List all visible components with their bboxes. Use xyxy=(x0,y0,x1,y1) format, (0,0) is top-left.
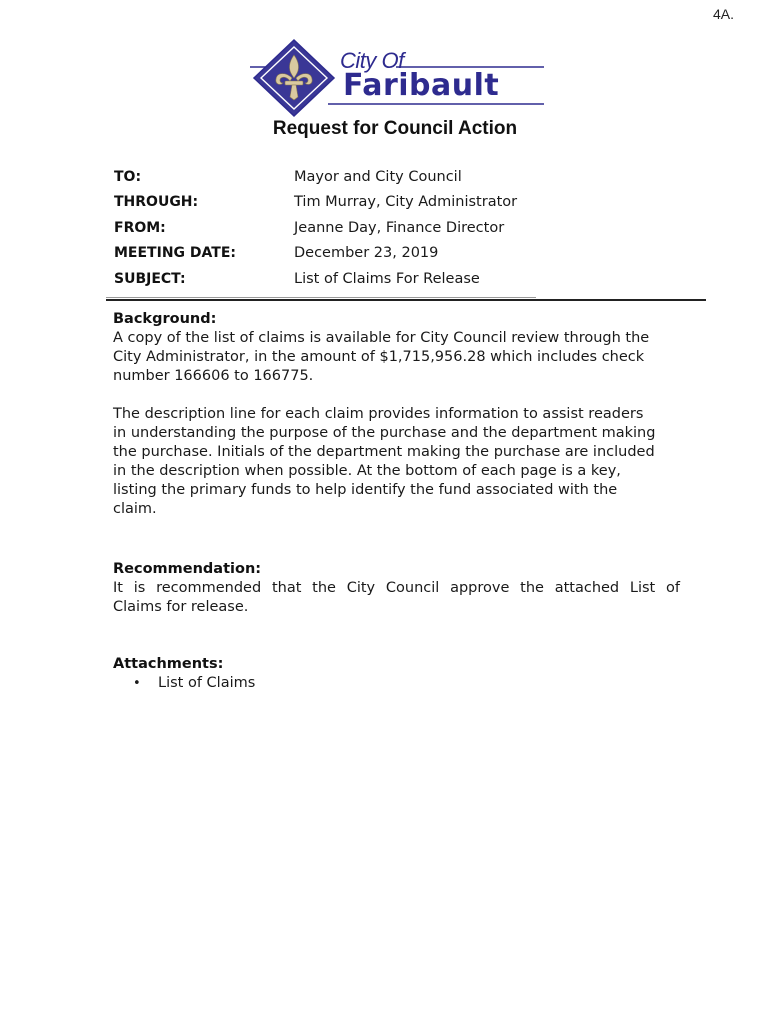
memo-row-meeting-date xyxy=(114,241,674,267)
text-line: in the description when possible. At the bottom of each page is a key, xyxy=(113,463,621,479)
city-name-text: Faribault xyxy=(343,68,500,103)
attachment-item-label: List of Claims xyxy=(158,675,256,691)
document-title: Request for Council Action xyxy=(272,118,518,139)
text-line: A copy of the list of claims is available for City Council review through the xyxy=(113,330,650,346)
memo-header xyxy=(114,164,674,292)
attachments-list xyxy=(113,674,683,693)
divider-shadow xyxy=(106,297,536,298)
page-number: 4A. xyxy=(712,6,734,22)
bullet-icon: • xyxy=(133,676,141,691)
text-line: Claims for release. xyxy=(113,599,249,615)
text-line: claim. xyxy=(113,501,157,517)
city-of-text: City Of xyxy=(340,48,404,73)
recommendation-paragraph xyxy=(113,579,683,617)
memo-value: Tim Murray, City Administrator xyxy=(294,194,518,211)
text-line: in understanding the purpose of the purchase and the department making xyxy=(113,425,656,441)
memo-label: SUBJECT: xyxy=(114,270,186,287)
memo-label: THROUGH: xyxy=(114,194,199,211)
memo-label: TO: xyxy=(114,168,142,185)
memo-label: FROM: xyxy=(114,219,166,236)
background-paragraph-1 xyxy=(113,329,683,386)
memo-label: MEETING DATE: xyxy=(114,245,236,262)
header-divider xyxy=(106,299,706,301)
memo-row-subject xyxy=(114,266,674,292)
memo-value: List of Claims For Release xyxy=(294,270,480,287)
recommendation-heading: Recommendation: xyxy=(113,561,262,577)
attachments-section xyxy=(113,655,683,693)
city-logo xyxy=(246,38,546,118)
memo-value: Mayor and City Council xyxy=(294,168,462,185)
memo-row-from xyxy=(114,215,674,241)
memo-value: December 23, 2019 xyxy=(294,245,439,262)
background-paragraph-2 xyxy=(113,405,683,519)
list-item xyxy=(133,674,683,693)
memo-row-to xyxy=(114,164,674,190)
text-line: It is recommended that the City Council approve the attached List of xyxy=(113,580,680,596)
text-line: the purchase. Initials of the department making the purchase are included xyxy=(113,444,655,460)
recommendation-section xyxy=(113,560,683,617)
background-section xyxy=(113,310,683,519)
text-line: number 166606 to 166775. xyxy=(113,368,314,384)
text-line: listing the primary funds to help identify the fund associated with the xyxy=(113,482,618,498)
attachments-heading: Attachments: xyxy=(113,656,224,672)
text-line: The description line for each claim provides information to assist readers xyxy=(113,406,644,422)
text-line: City Administrator, in the amount of $1,715,956.28 which includes check xyxy=(113,349,645,365)
memo-row-through xyxy=(114,190,674,216)
background-heading: Background: xyxy=(113,311,217,327)
memo-value: Jeanne Day, Finance Director xyxy=(294,219,505,236)
